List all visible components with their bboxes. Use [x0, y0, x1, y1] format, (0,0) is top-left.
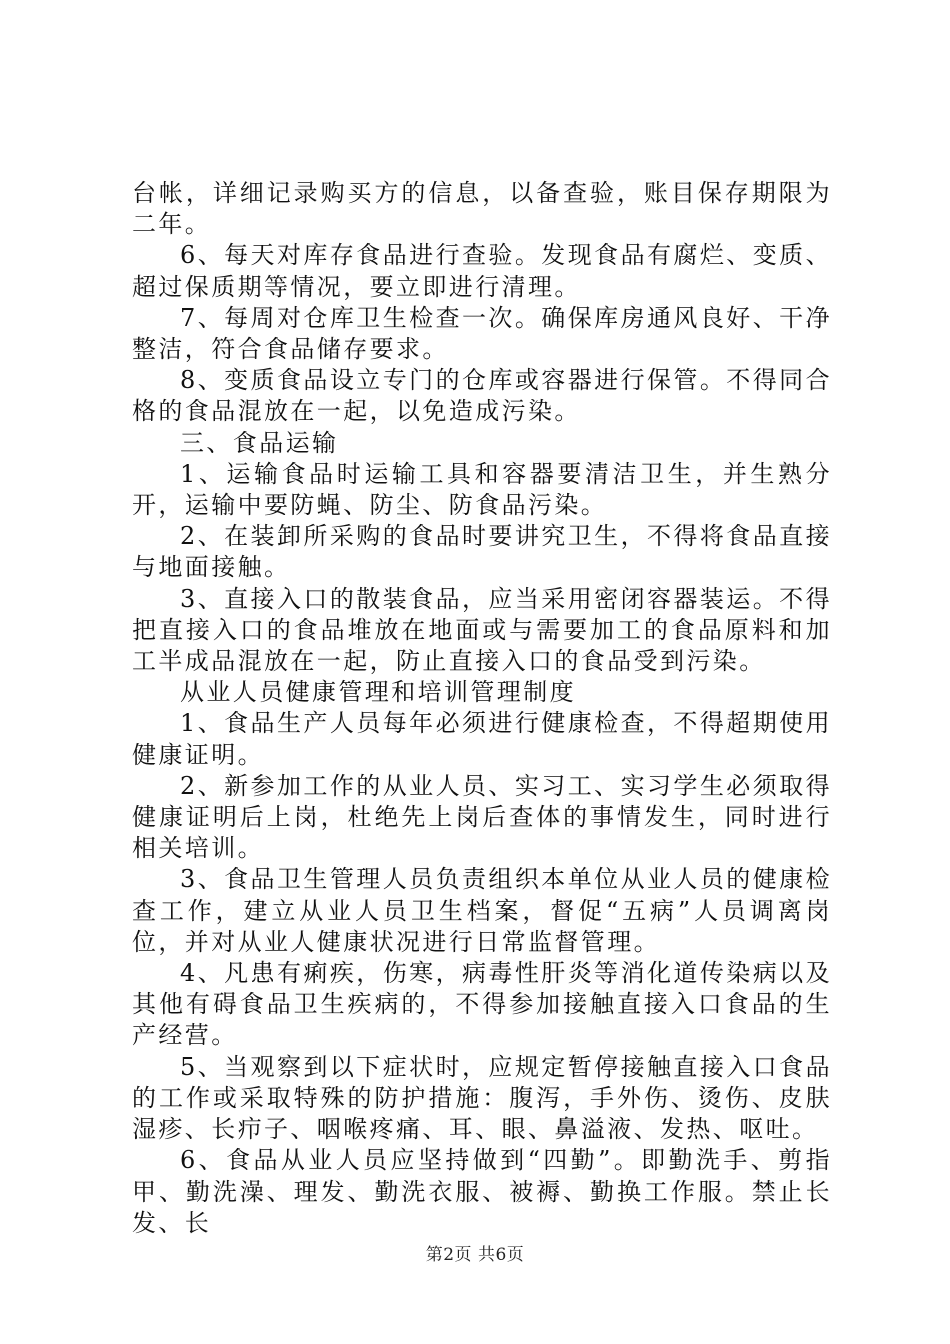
- paragraph-transport-2: 2、在装卸所采购的食品时要讲究卫生，不得将食品直接与地面接触。: [132, 522, 832, 582]
- paragraph-health-6: 6、食品从业人员应坚持做到“四勤”。即勤洗手、剪指甲、勤洗澡、理发、勤洗衣服、被褥、勤换工作服。禁止长发、长: [132, 1146, 832, 1237]
- section-heading-staff-health: 从业人员健康管理和培训管理制度: [180, 678, 576, 707]
- paragraph-item-8-spoiled-food: 8、变质食品设立专门的仓库或容器进行保管。不得同合格的食品混放在一起，以免造成污染。: [132, 366, 832, 426]
- paragraph-health-5: 5、当观察到以下症状时，应规定暂停接触直接入口食品的工作或采取特殊的防护措施：腹泻，手外伤、烫伤、皮肤湿疹、长疖子、咽喉疼痛、耳、眼、鼻溢液、发热、呕吐。: [132, 1052, 832, 1144]
- section-heading-food-transport: 三、食品运输: [180, 428, 339, 457]
- paragraph-continuation: 台帐，详细记录购买方的信息，以备查验，账目保存期限为二年。: [132, 179, 832, 239]
- paragraph-item-7-warehouse: 7、每周对仓库卫生检查一次。确保库房通风良好、干净整洁，符合食品储存要求。: [132, 303, 832, 364]
- paragraph-health-3: 3、食品卫生管理人员负责组织本单位从业人员的健康检查工作，建立从业人员卫生档案，督促“五病”人员调离岗位，并对从业人健康状况进行日常监督管理。: [132, 865, 832, 956]
- paragraph-health-4: 4、凡患有痢疾，伤寒，病毒性肝炎等消化道传染病以及其他有碍食品卫生疾病的，不得参加接触直接入口食品的生产经营。: [132, 959, 832, 1050]
- document-body: [132, 178, 832, 1239]
- paragraph-item-6-inventory: 6、每天对库存食品进行查验。发现食品有腐烂、变质、超过保质期等情况，要立即进行清理。: [132, 241, 832, 301]
- paragraph-transport-1: 1、运输食品时运输工具和容器要清洁卫生，并生熟分开，运输中要防蝇、防尘、防食品污染。: [132, 459, 832, 520]
- paragraph-health-2: 2、新参加工作的从业人员、实习工、实习学生必须取得健康证明后上岗，杜绝先上岗后查体的事情发生，同时进行相关培训。: [132, 771, 832, 863]
- paragraph-transport-3: 3、直接入口的散装食品，应当采用密闭容器装运。不得把直接入口的食品堆放在地面或与需要加工的食品原料和加工半成品混放在一起，防止直接入口的食品受到污染。: [132, 584, 832, 676]
- page-number-footer: 第2页 共6页: [425, 1245, 525, 1265]
- paragraph-health-1: 1、食品生产人员每年必须进行健康检查，不得超期使用健康证明。: [132, 709, 832, 769]
